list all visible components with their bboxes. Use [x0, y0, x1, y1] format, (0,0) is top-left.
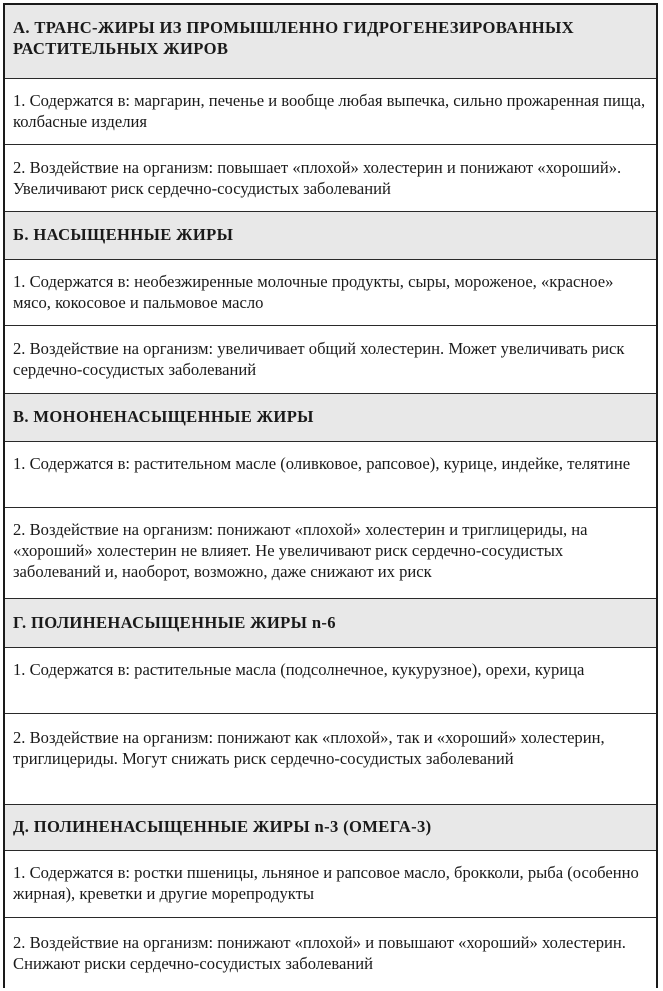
section-d-title: Д. ПОЛИНЕНАСЫЩЕННЫЕ ЖИРЫ n-3 (ОМЕГА-3) [13, 817, 432, 836]
section-a-title: А. ТРАНС-ЖИРЫ ИЗ ПРОМЫШЛЕННО ГИДРОГЕНЕЗИРОВАННЫХ РАСТИТЕЛЬНЫХ ЖИРОВ [13, 18, 574, 58]
section-g-contains [5, 647, 656, 713]
section-a-header [5, 5, 656, 78]
section-d-effect-text: 2. Воздействие на организм: понижают «плохой» и повышают «хороший» холестерин. Снижают риски сердечно-сосудистых заболеваний [13, 933, 626, 973]
section-g-title: Г. ПОЛИНЕНАСЫЩЕННЫЕ ЖИРЫ n-6 [13, 613, 336, 632]
section-b-header [5, 211, 656, 259]
section-a-effect [5, 144, 656, 211]
section-v-effect-text: 2. Воздействие на организм: понижают «плохой» холестерин и триглицериды, на «хороший» холестерин не влияет. Не увеличивают риск сердечно-сосудистых заболеваний и, наоборот, возможно, даже снижают их риск [13, 520, 588, 581]
section-a-contains-text: 1. Содержатся в: маргарин, печенье и вообще любая выпечка, сильно прожаренная пища, колбасные изделия [13, 91, 646, 131]
section-v-header [5, 393, 656, 441]
section-b-effect [5, 325, 656, 393]
section-g-contains-text: 1. Содержатся в: растительные масла (подсолнечное, кукурузное), орехи, курица [13, 660, 585, 679]
section-b-contains-text: 1. Содержатся в: необезжиренные молочные продукты, сыры, мороженое, «красное» мясо, кокосовое и пальмовое масло [13, 272, 614, 312]
section-g-effect [5, 713, 656, 804]
section-b-title: Б. НАСЫЩЕННЫЕ ЖИРЫ [13, 225, 234, 244]
section-b-effect-text: 2. Воздействие на организм: увеличивает общий холестерин. Может увеличивать риск сердечно-сосудистых заболеваний [13, 339, 625, 379]
section-g-effect-text: 2. Воздействие на организм: понижают как «плохой», так и «хороший» холестерин, триглицериды. Могут снижать риск сердечно-сосудистых заболеваний [13, 728, 605, 768]
section-v-contains [5, 441, 656, 507]
fats-table [3, 3, 658, 988]
section-a-effect-text: 2. Воздействие на организм: повышает «плохой» холестерин и понижают «хороший». Увеличивают риск сердечно-сосудистых заболеваний [13, 158, 622, 198]
section-g-header [5, 598, 656, 647]
section-b-contains [5, 259, 656, 325]
section-d-header [5, 804, 656, 850]
section-v-title: В. МОНОНЕНАСЫЩЕННЫЕ ЖИРЫ [13, 407, 314, 426]
section-a-contains [5, 78, 656, 144]
section-d-contains-text: 1. Содержатся в: ростки пшеницы, льняное и рапсовое масло, брокколи, рыба (особенно жирная), креветки и другие морепродукты [13, 863, 639, 903]
section-v-contains-text: 1. Содержатся в: растительном масле (оливковое, рапсовое), курице, индейке, телятине [13, 454, 631, 473]
section-d-contains [5, 850, 656, 917]
section-d-effect [5, 917, 656, 988]
section-v-effect [5, 507, 656, 598]
